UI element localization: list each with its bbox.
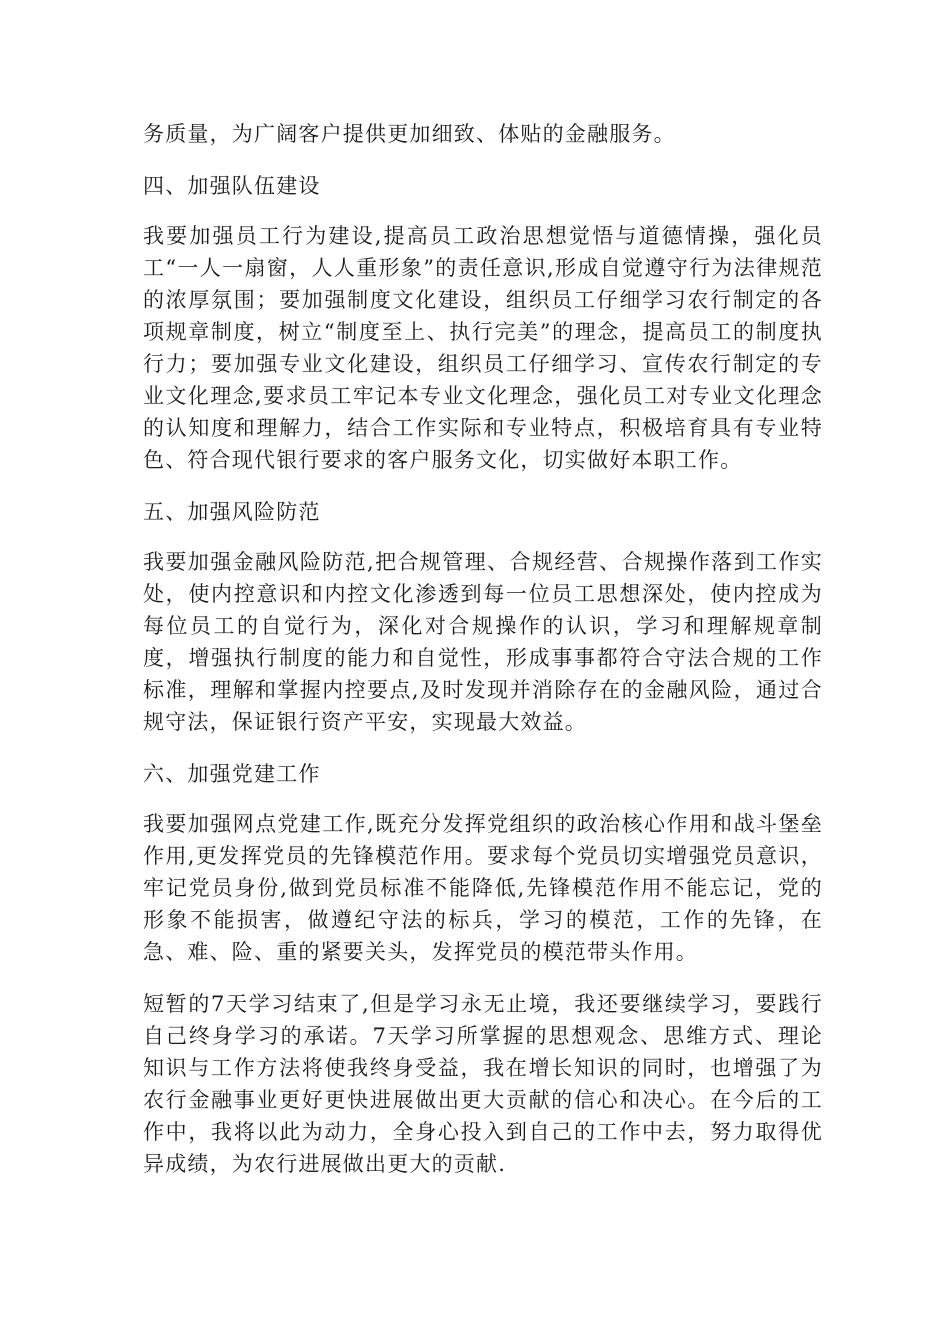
paragraph-conclusion: 短暂的7天学习结束了,但是学习永无止境，我还要继续学习，要践行自己终身学习的承诺。7天学习所掌握的思想观念、思维方式、理论知识与工作方法将使我终身受益，我在增长知识的同时，也增强了为农行金融事业更好更快进展做出更大贡献的信心和决心。在今后的工作中，我将以此为动力，全身心投入到自己的工作中去，努力取得优异成绩，为农行进展做出更大的贡献. (143, 992, 823, 1176)
section-heading-team-building: 四、加强队伍建设 (143, 174, 321, 198)
paragraph-risk-prevention: 我要加强金融风险防范,把合规管理、合规经营、合规操作落到工作实处，使内控意识和内控文化渗透到每一位员工思想深处，使内控成为每位员工的自觉行为，深化对合规操作的认识，学习和理解规章制度，增强执行制度的能力和自觉性，形成事事都符合守法合规的工作标准，理解和掌握内控要点,及时发现并消除存在的金融风险，通过合规守法，保证银行资产平安，实现最大效益。 (143, 550, 823, 734)
section-heading-risk-prevention: 五、加强风险防范 (143, 500, 321, 524)
document-body (143, 118, 823, 1200)
section-heading-party-building: 六、加强党建工作 (143, 762, 321, 786)
paragraph-continuation: 务质量，为广阔客户提供更加细致、体贴的金融服务。 (143, 122, 676, 146)
paragraph-team-building: 我要加强员工行为建设,提高员工政治思想觉悟与道德情操，强化员工“一人一扇窗，人人重形象”的责任意识,形成自觉遵守行为法律规范的浓厚氛围；要加强制度文化建设，组织员工仔细学习农行制定的各项规章制度，树立“制度至上、执行完美”的理念，提高员工的制度执行力；要加强专业文化建设，组织员工仔细学习、宣传农行制定的专业文化理念,要求员工牢记本专业文化理念，强化员工对专业文化理念的认知度和理解力，结合工作实际和专业特点，积极培育具有专业特色、符合现代银行要求的客户服务文化，切实做好本职工作。 (143, 224, 823, 472)
paragraph-party-building: 我要加强网点党建工作,既充分发挥党组织的政治核心作用和战斗堡垒作用,更发挥党员的先锋模范作用。要求每个党员切实增强党员意识，牢记党员身份,做到党员标准不能降低,先锋模范作用不能忘记，党的形象不能损害，做遵纪守法的标兵，学习的模范，工作的先锋，在急、难、险、重的紧要关头，发挥党员的模范带头作用。 (143, 812, 823, 964)
